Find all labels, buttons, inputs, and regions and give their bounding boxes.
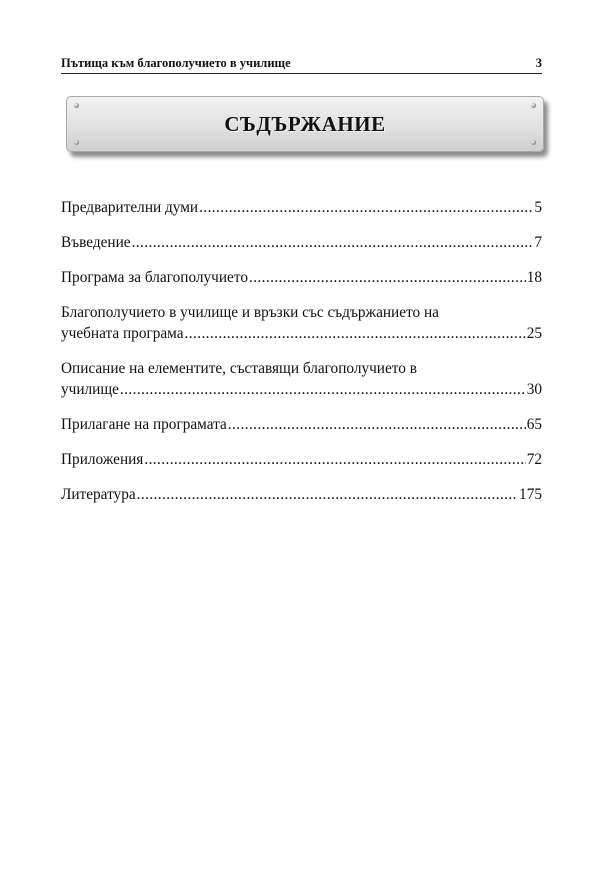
toc-entry-title: Литература [61,486,136,503]
screw-icon [74,103,79,108]
toc-line [61,232,542,253]
dot-leader [185,323,526,344]
dot-leader [228,414,526,435]
toc-entry-title: учебната програма [61,325,184,342]
toc-entry-title: Прилагане на програмата [61,416,227,433]
running-title: Пътища към благополучието в училище [61,56,291,70]
toc-entry-page: 175 [519,486,542,503]
toc-entry-page: 72 [526,451,542,468]
toc-entry[interactable] [61,302,542,344]
toc-entry-title: училище [61,381,119,398]
toc-entry-page: 18 [526,269,542,286]
screw-icon [531,103,536,108]
dot-leader [144,449,525,470]
dot-leader [137,484,518,505]
toc-entry-page: 25 [526,325,542,342]
toc-line [61,449,542,470]
toc-entry[interactable] [61,197,542,218]
toc-entry-title: Приложения [61,451,144,468]
toc-entry-title: Програма за благополучието [61,269,248,286]
toc-entry-title-line1: Описание на елементите, съставящи благополучието в [61,360,417,377]
running-header [61,56,542,74]
toc-entry-page: 7 [534,234,542,251]
toc-entry-page: 30 [526,381,542,398]
toc-line [61,323,542,344]
dot-leader [249,267,526,288]
toc-line [61,484,542,505]
toc-entry[interactable] [61,449,542,470]
page-title: СЪДЪРЖАНИЕ [224,111,386,136]
dot-leader [132,232,534,253]
toc-entry[interactable] [61,232,542,253]
toc-entry[interactable] [61,358,542,400]
dot-leader [199,197,533,218]
toc-entry[interactable] [61,267,542,288]
page-number: 3 [535,56,542,70]
screw-icon [531,140,536,145]
toc-entry-page: 65 [526,416,542,433]
table-of-contents [61,197,542,519]
toc-entry-title: Предварителни думи [61,199,199,216]
toc-entry-page: 5 [534,199,542,216]
toc-entry-title-line1: Благополучието в училище и връзки със съдържанието на [61,304,439,321]
toc-line [61,197,542,218]
dot-leader [120,379,526,400]
toc-line [61,414,542,435]
toc-entry[interactable] [61,484,542,505]
toc-entry-title: Въведение [61,234,131,251]
title-plate [66,96,544,152]
toc-line [61,379,542,400]
toc-entry[interactable] [61,414,542,435]
toc-line [61,267,542,288]
screw-icon [74,140,79,145]
